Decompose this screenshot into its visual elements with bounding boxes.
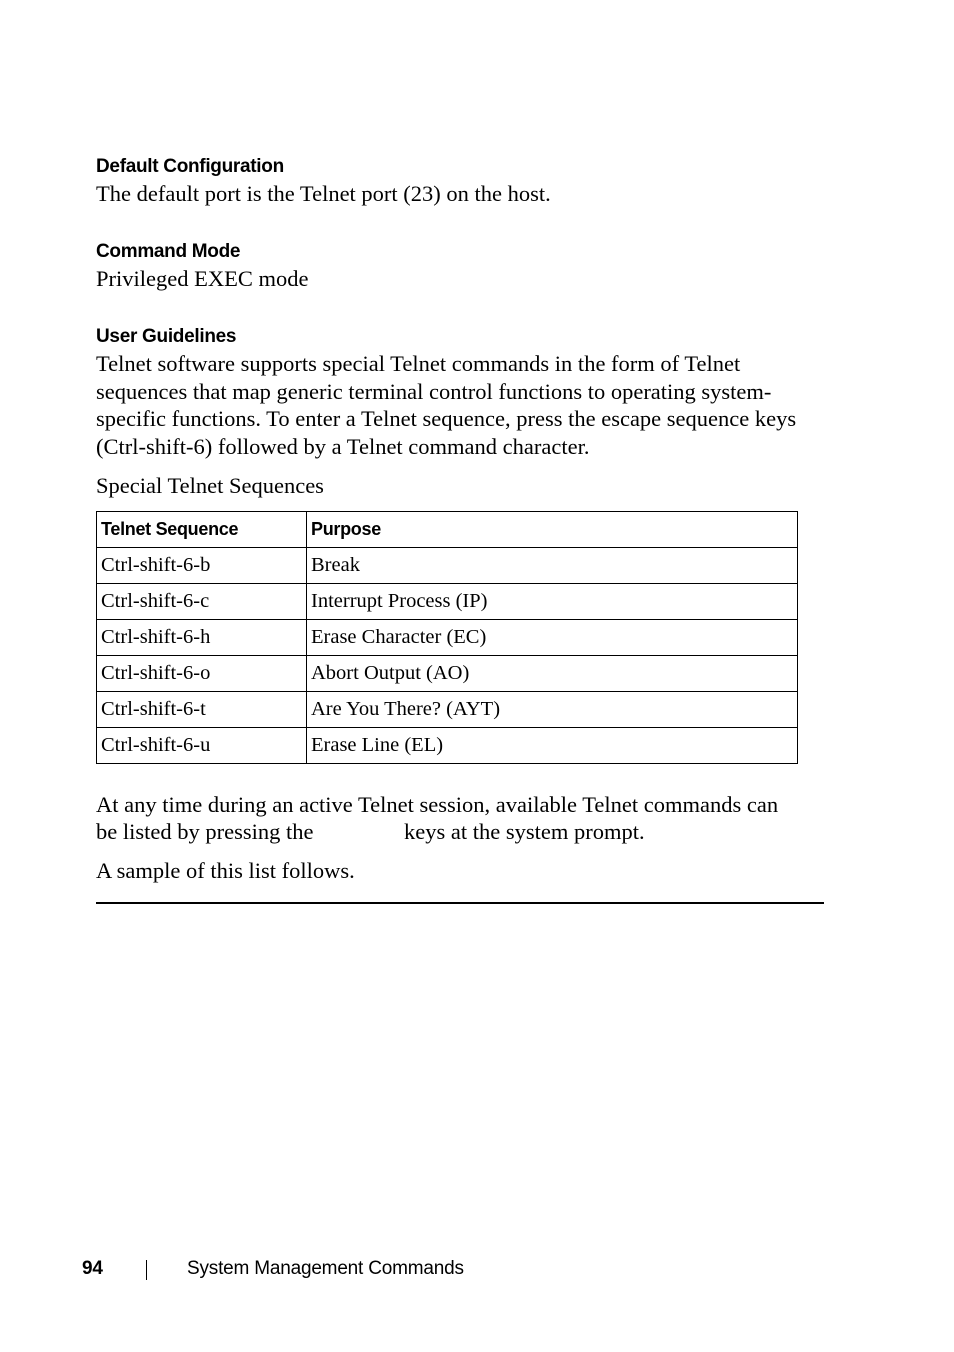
purpose-cell: Break (307, 548, 798, 584)
column-header-telnet-sequence: Telnet Sequence (97, 512, 307, 548)
after-table-line-2-end: keys at the system prompt. (404, 819, 645, 844)
table-row (97, 656, 798, 692)
sequence-cell: Ctrl-shift-6-u (97, 728, 307, 764)
purpose-cell: Erase Line (EL) (307, 728, 798, 764)
sequence-cell: Ctrl-shift-6-b (97, 548, 307, 584)
page-number: 94 (82, 1258, 103, 1279)
purpose-cell: Erase Character (EC) (307, 620, 798, 656)
command-mode-text: Privileged EXEC mode (96, 266, 309, 291)
table-row (97, 584, 798, 620)
sequence-cell: Ctrl-shift-6-t (97, 692, 307, 728)
purpose-cell: Abort Output (AO) (307, 656, 798, 692)
table-caption: Special Telnet Sequences (96, 473, 324, 498)
telnet-sequence-table (96, 511, 798, 764)
default-configuration-text: The default port is the Telnet port (23) on the host. (96, 181, 551, 206)
after-table-line-1: At any time during an active Telnet session, available Telnet commands can (96, 792, 779, 817)
table-row (97, 728, 798, 764)
user-guidelines-heading: User Guidelines (96, 326, 237, 347)
section-divider (96, 902, 824, 904)
sample-intro-text: A sample of this list follows. (96, 858, 355, 883)
default-configuration-heading: Default Configuration (96, 156, 284, 177)
table-row (97, 692, 798, 728)
footer-separator (146, 1260, 147, 1280)
sequence-cell: Ctrl-shift-6-h (97, 620, 307, 656)
footer-section-title: System Management Commands (187, 1258, 464, 1279)
command-mode-heading: Command Mode (96, 241, 241, 262)
purpose-cell: Are You There? (AYT) (307, 692, 798, 728)
column-header-purpose: Purpose (307, 512, 798, 548)
table-row (97, 548, 798, 584)
sequence-cell: Ctrl-shift-6-c (97, 584, 307, 620)
user-guidelines-text: Telnet software supports special Telnet commands in the form of Telnet sequences that map generic terminal control functions to operating system-specific functions. To enter a Telnet sequence, press the escape sequence keys (Ctrl-shift-6) followed by a Telnet command character. (96, 351, 797, 459)
table-header-row (97, 512, 798, 548)
purpose-cell: Interrupt Process (IP) (307, 584, 798, 620)
after-table-line-2-start: be listed by pressing the (96, 819, 314, 844)
table-row (97, 620, 798, 656)
sequence-cell: Ctrl-shift-6-o (97, 656, 307, 692)
